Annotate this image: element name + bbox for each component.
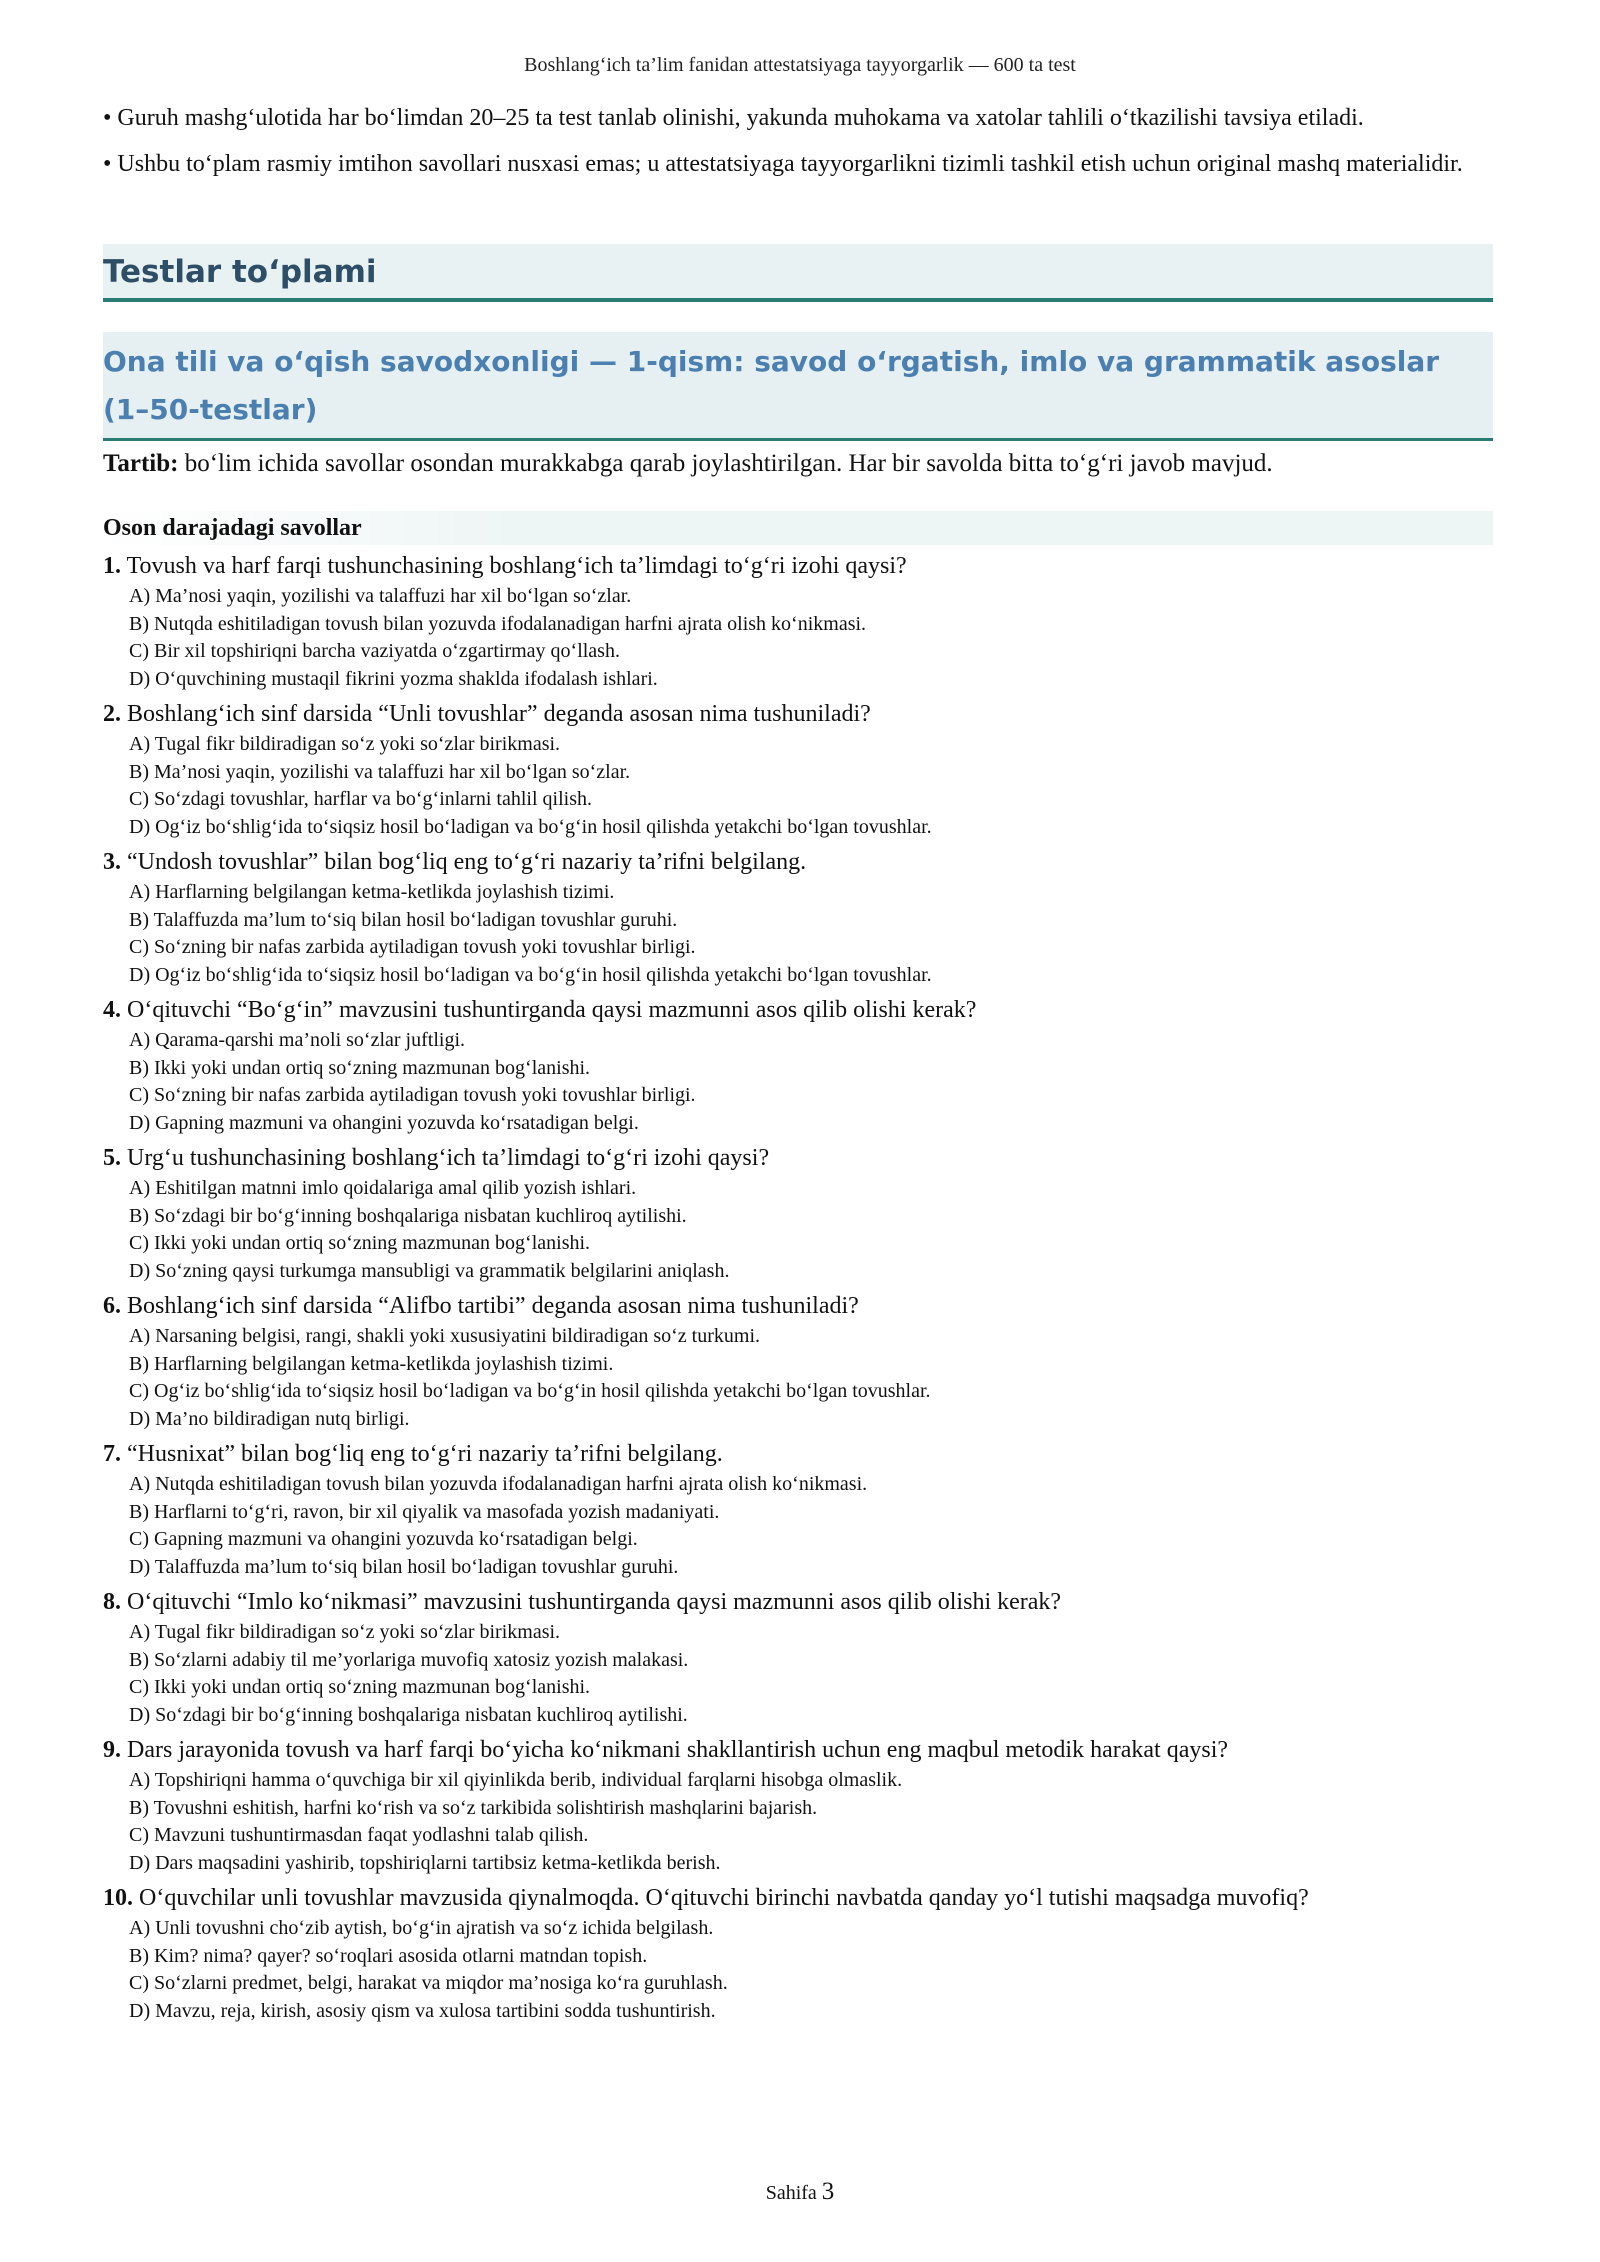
answer-options	[103, 1175, 1493, 1285]
answer-option: C) Ikki yoki undan ortiq so‘zning mazmunan bog‘lanishi.	[129, 1676, 591, 1698]
question-stem: Urg‘u tushunchasining boshlang‘ich ta’limdagi to‘g‘ri izohi qaysi?	[121, 1145, 770, 1171]
answer-option: A) Eshitilgan matnni imlo qoidalariga amal qilib yozish ishlari.	[129, 1177, 637, 1199]
question-stem: Boshlang‘ich sinf darsida “Alifbo tartibi” deganda asosan nima tushuniladi?	[121, 1293, 859, 1319]
page-content	[103, 100, 1493, 2025]
answer-option: B) Harflarning belgilangan ketma-ketlikda joylashish tizimi.	[129, 1352, 614, 1375]
order-note	[103, 447, 1493, 481]
order-text: bo‘lim ichida savollar osondan murakkabga qarab joylashtirilgan. Har bir savolda bitta to‘g‘ri javob mavjud.	[178, 450, 1273, 477]
answer-option: C) Bir xil topshiriqni barcha vaziyatda o‘zgartirmay qo‘llash.	[129, 640, 620, 662]
answer-option: B) So‘zlarni adabiy til me’yorlariga muvofiq xatosiz yozish malakasi.	[129, 1648, 689, 1671]
section-title: Testlar to‘plami	[103, 244, 1493, 302]
part-title: Ona tili va o‘qish savodxonligi — 1-qism: savod o‘rgatish, imlo va grammatik asoslar (1–50-testlar)	[103, 332, 1493, 441]
question-item	[103, 1141, 1493, 1285]
answer-options	[103, 1767, 1493, 1877]
answer-option: B) Harflarni to‘g‘ri, ravon, bir xil qiyalik va masofada yozish madaniyati.	[129, 1500, 720, 1523]
page-footer	[0, 2178, 1600, 2206]
question-text	[103, 1437, 1493, 1471]
answer-options	[103, 1915, 1493, 2025]
answer-option: C) So‘zdagi tovushlar, harflar va bo‘g‘inlarni tahlil qilish.	[129, 788, 592, 810]
question-item	[103, 1585, 1493, 1729]
question-stem: O‘quvchilar unli tovushlar mavzusida qiynalmoqda. O‘qituvchi birinchi navbatda qanday yo‘l tutishi maqsadga muvofiq?	[133, 1885, 1309, 1911]
answer-option: D) So‘zdagi bir bo‘g‘inning boshqalariga nisbatan kuchliroq aytilishi.	[129, 1703, 688, 1726]
question-item	[103, 1881, 1493, 2025]
question-item	[103, 993, 1493, 1137]
question-number: 7.	[103, 1441, 121, 1467]
question-number: 2.	[103, 701, 121, 727]
question-item	[103, 1733, 1493, 1877]
question-stem: Dars jarayonida tovush va harf farqi bo‘yicha ko‘nikmani shakllantirish uchun eng maqbul metodik harakat qaysi?	[121, 1737, 1229, 1763]
answer-option: C) Og‘iz bo‘shlig‘ida to‘siqsiz hosil bo‘ladigan va bo‘g‘in hosil qilishda yetakchi bo‘lgan tovushlar.	[129, 1380, 931, 1402]
question-number: 3.	[103, 849, 121, 875]
answer-option: C) Ikki yoki undan ortiq so‘zning mazmunan bog‘lanishi.	[129, 1232, 591, 1254]
answer-option: D) Dars maqsadini yashirib, topshiriqlarni tartibsiz ketma-ketlikda berish.	[129, 1851, 721, 1874]
question-number: 1.	[103, 553, 121, 579]
answer-options	[103, 731, 1493, 841]
question-text	[103, 993, 1493, 1027]
answer-option: A) Narsaning belgisi, rangi, shakli yoki xususiyatini bildiradigan so‘z turkumi.	[129, 1325, 761, 1347]
question-stem: Tovush va harf farqi tushunchasining boshlang‘ich ta’limdagi to‘g‘ri izohi qaysi?	[121, 553, 907, 579]
question-item	[103, 1289, 1493, 1433]
answer-option: A) Harflarning belgilangan ketma-ketlikda joylashish tizimi.	[129, 881, 615, 903]
question-number: 8.	[103, 1589, 121, 1615]
answer-option: C) Gapning mazmuni va ohangini yozuvda ko‘rsatadigan belgi.	[129, 1528, 638, 1550]
running-header: Boshlang‘ich ta’lim fanidan attestatsiyaga tayyorgarlik — 600 ta test	[524, 54, 1076, 76]
question-text	[103, 1289, 1493, 1323]
answer-option: A) Nutqda eshitiladigan tovush bilan yozuvda ifodalanadigan harfni ajrata olish ko‘nikmasi.	[129, 1473, 868, 1495]
answer-option: A) Topshiriqni hamma o‘quvchiga bir xil qiyinlikda berib, individual farqlarni hisobga olmaslik.	[129, 1769, 903, 1791]
question-list	[103, 549, 1493, 2025]
answer-options	[103, 1619, 1493, 1729]
note-paragraph: • Guruh mashg‘ulotida har bo‘limdan 20–25 ta test tanlab olinishi, yakunda muhokama va xatolar tahlili o‘tkazilishi tavsiya etiladi.	[103, 105, 1364, 131]
question-number: 4.	[103, 997, 121, 1023]
answer-option: D) Talaffuzda ma’lum to‘siq bilan hosil bo‘ladigan tovushlar guruhi.	[129, 1555, 679, 1578]
answer-options	[103, 1471, 1493, 1581]
answer-option: A) Tugal fikr bildiradigan so‘z yoki so‘zlar birikmasi.	[129, 1621, 561, 1643]
answer-option: D) Ma’no bildiradigan nutq birligi.	[129, 1407, 410, 1430]
answer-option: C) So‘zning bir nafas zarbida aytiladigan tovush yoki tovushlar birligi.	[129, 936, 696, 958]
answer-option: A) Ma’nosi yaqin, yozilishi va talaffuzi har xil bo‘lgan so‘zlar.	[129, 585, 632, 607]
answer-option: B) Nutqda eshitiladigan tovush bilan yozuvda ifodalanadigan harfni ajrata olish ko‘nikmasi.	[129, 612, 867, 635]
answer-option: B) Ma’nosi yaqin, yozilishi va talaffuzi har xil bo‘lgan so‘zlar.	[129, 760, 631, 783]
question-item	[103, 549, 1493, 693]
answer-options	[103, 583, 1493, 693]
answer-option: C) So‘zning bir nafas zarbida aytiladigan tovush yoki tovushlar birligi.	[129, 1084, 696, 1106]
answer-options	[103, 1323, 1493, 1433]
question-stem: O‘qituvchi “Bo‘g‘in” mavzusini tushuntirganda qaysi mazmunni asos qilib olishi kerak?	[121, 997, 977, 1023]
question-text	[103, 1881, 1493, 1915]
answer-option: D) Gapning mazmuni va ohangini yozuvda ko‘rsatadigan belgi.	[129, 1111, 639, 1134]
answer-option: A) Unli tovushni cho‘zib aytish, bo‘g‘in ajratish va so‘z ichida belgilash.	[129, 1917, 714, 1939]
question-text	[103, 697, 1493, 731]
answer-option: D) Mavzu, reja, kirish, asosiy qism va xulosa tartibini sodda tushuntirish.	[129, 1999, 716, 2022]
question-item	[103, 697, 1493, 841]
answer-option: C) So‘zlarni predmet, belgi, harakat va miqdor ma’nosiga ko‘ra guruhlash.	[129, 1972, 728, 1994]
answer-options	[103, 1027, 1493, 1137]
answer-option: B) Talaffuzda ma’lum to‘siq bilan hosil bo‘ladigan tovushlar guruhi.	[129, 908, 678, 931]
question-item	[103, 845, 1493, 989]
page-label: Sahifa	[765, 2182, 817, 2204]
question-number: 5.	[103, 1145, 121, 1171]
answer-options	[103, 879, 1493, 989]
question-stem: Boshlang‘ich sinf darsida “Unli tovushlar” deganda asosan nima tushuniladi?	[121, 701, 871, 727]
order-label: Tartib:	[103, 450, 179, 477]
answer-option: C) Mavzuni tushuntirmasdan faqat yodlashni talab qilish.	[129, 1824, 589, 1846]
question-text	[103, 1733, 1493, 1767]
question-text	[103, 1585, 1493, 1619]
question-stem: “Undosh tovushlar” bilan bog‘liq eng to‘g‘ri nazariy ta’rifni belgilang.	[121, 849, 807, 875]
level-title: Oson darajadagi savollar	[103, 511, 1493, 545]
question-stem: O‘qituvchi “Imlo ko‘nikmasi” mavzusini tushuntirganda qaysi mazmunni asos qilib olishi kerak?	[121, 1589, 1062, 1615]
question-number: 10.	[103, 1885, 133, 1911]
question-text	[103, 1141, 1493, 1175]
answer-option: D) Og‘iz bo‘shlig‘ida to‘siqsiz hosil bo‘ladigan va bo‘g‘in hosil qilishda yetakchi bo‘lgan tovushlar.	[129, 963, 932, 986]
question-text	[103, 845, 1493, 879]
answer-option: A) Tugal fikr bildiradigan so‘z yoki so‘zlar birikmasi.	[129, 733, 561, 755]
question-stem: “Husnixat” bilan bog‘liq eng to‘g‘ri nazariy ta’rifni belgilang.	[121, 1441, 723, 1467]
answer-option: B) Ikki yoki undan ortiq so‘zning mazmunan bog‘lanishi.	[129, 1056, 591, 1079]
page-number: 3	[821, 2178, 835, 2205]
answer-option: B) Kim? nima? qayer? so‘roqlari asosida otlarni matndan topish.	[129, 1944, 648, 1967]
question-number: 9.	[103, 1737, 121, 1763]
answer-option: A) Qarama-qarshi ma’noli so‘zlar juftligi.	[129, 1029, 465, 1051]
answer-option: B) Tovushni eshitish, harfni ko‘rish va so‘z tarkibida solishtirish mashqlarini bajarish.	[129, 1796, 818, 1819]
question-item	[103, 1437, 1493, 1581]
question-text	[103, 549, 1493, 583]
question-number: 6.	[103, 1293, 121, 1319]
answer-option: D) Og‘iz bo‘shlig‘ida to‘siqsiz hosil bo‘ladigan va bo‘g‘in hosil qilishda yetakchi bo‘lgan tovushlar.	[129, 815, 932, 838]
answer-option: B) So‘zdagi bir bo‘g‘inning boshqalariga nisbatan kuchliroq aytilishi.	[129, 1204, 687, 1227]
answer-option: D) So‘zning qaysi turkumga mansubligi va grammatik belgilarini aniqlash.	[129, 1259, 730, 1282]
answer-option: D) O‘quvchining mustaqil fikrini yozma shaklda ifodalash ishlari.	[129, 667, 658, 690]
note-paragraph: • Ushbu to‘plam rasmiy imtihon savollari nusxasi emas; u attestatsiyaga tayyorgarlikni tizimli tashkil etish uchun original mashq materialidir.	[103, 151, 1463, 177]
